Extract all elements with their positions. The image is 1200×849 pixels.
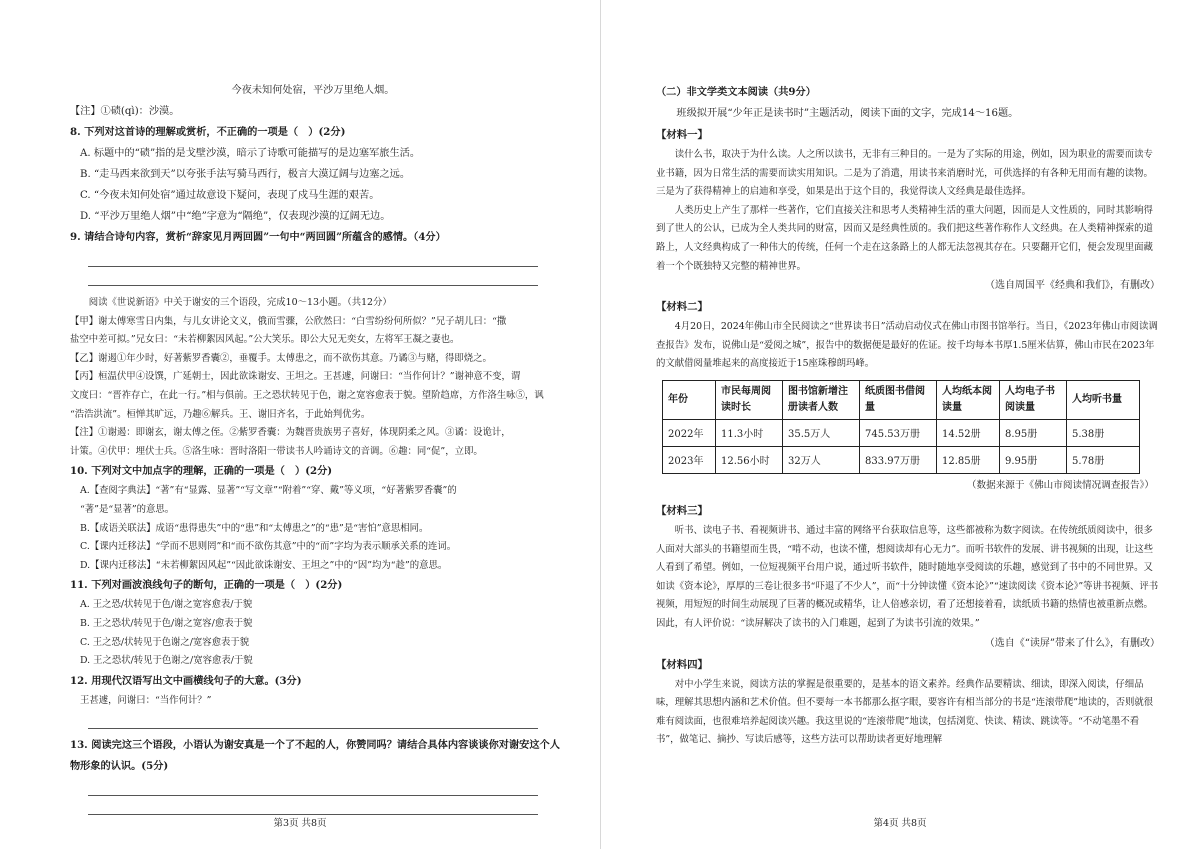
table-cell: 2022年 <box>663 419 716 446</box>
table-cell: 745.53万册 <box>860 419 937 446</box>
passage-jia: 盐空中差可拟。”兄女曰：“未若柳絮因风起。”公大笑乐。即公大兄无奕女，左将军王凝之妻也。 <box>70 334 460 346</box>
table-cell: 5.38册 <box>1067 419 1140 446</box>
material-4-para: 对中小学生来说，阅读方法的掌握是很重要的，是基本的语文素养。经典作品要精读、细读，即深入阅读，仔细品味，理解其思想内涵和艺术价值。但不要每一本书都那么抠字眼，要容许有相当部分的书是“连滚带爬”地读的，否则就很难有阅读面，也很难培养起阅读兴趣。我这里说的“连滚带爬”地读，包括浏览、快读、精读、跳读等。“不动笔墨不看书”，做笔记、摘抄、写读后感等，这些方法可以帮助读者更好地理解 <box>656 678 1154 746</box>
q10-option-c: C.【课内迁移法】“学而不思则罔”和“而不欲伤其意”中的“而”字均为表示顺承关系的连词。 <box>80 541 457 553</box>
answer-line <box>88 267 538 286</box>
question-12: 12. 用现代汉语写出文中画横线句子的大意。(3分) <box>70 674 302 687</box>
material-3-para: 听书、读电子书、看视频讲书、通过丰富的网络平台获取信息等，这些都被称为数字阅读。在传统纸质阅读中，很多人面对大部头的书籍望而生畏，“啃不动，也读不懂，想阅读却有心无力”。而听书软件的发展、讲书视频的出现，让这些人看到了希望。例如，一位短视频平台用户说，通过听书软件，随时随地享受阅读的乐趣，感觉到了书中的不同世界。又如读《资本论》，厚厚的三卷让很多书“吓退了不少人”，而“十分钟读懂《资本论》”“速读阅读《资本论》”等讲书视频、评书视频，用短短的时间生动展现了巨著的概况或精华，让人倍感亲切，看了还想接着看，读纸质书籍的热情也被重新点燃。因此，有人评价说：“读屏解决了读书的入门难题，起到了为读书引流的效果。” <box>656 524 1159 629</box>
passage-notes: 计策。④伏甲：埋伏士兵。⑤洛生咏：晋时洛阳一带读书人吟诵诗文的音调。⑥趣：同“促”，立即。 <box>70 445 483 457</box>
table-cell: 12.56小时 <box>716 446 783 473</box>
q8-option-a: A. 标题中的“碛”指的是戈壁沙漠，暗示了诗歌可能描写的是边塞军旅生活。 <box>80 148 421 159</box>
table-cell: 2023年 <box>663 446 716 473</box>
question-11: 11. 下列对画波浪线句子的断句，正确的一项是（ ）(2分) <box>70 579 343 592</box>
question-9: 9. 请结合诗句内容，赏析“辞家见月两回圆”一句中“两回圆”所蕴含的感情。（4分） <box>70 231 446 243</box>
material-3-source: （选自《“读屏”带来了什么》，有删改） <box>984 637 1160 649</box>
reading-stats-table <box>662 380 1140 474</box>
material-1-source: （选自周国平《经典和我们》，有删改） <box>985 280 1160 292</box>
passage-yi: 【乙】谢遏①年少时，好著紫罗香囊②，垂覆手。太傅患之，而不欲伤其意。乃谲③与赌，得即烧之。 <box>70 352 492 364</box>
q10-option-a: A.【查阅字典法】“著”有“显露、显著”“写文章”“附着”“穿、戴”等义项，“好著紫罗香囊”的 <box>80 485 457 497</box>
q11-option-c: C. 王之恐/状转见于色谢之/宽容愈表于貌 <box>80 636 250 648</box>
table-cell: 11.3小时 <box>716 419 783 446</box>
section-intro: 班级拟开展“少年正是读书时”主题活动，阅读下面的文字，完成14～16题。 <box>676 108 1019 119</box>
passage-jia: 【甲】谢太傅寒雪日内集，与儿女讲论文义，俄而雪骤，公欣然曰：“白雪纷纷何所似？”兄子胡儿曰：“撒 <box>70 315 507 327</box>
q8-option-d: D. “平沙万里绝人烟”中“绝”字意为“隔绝”，仅表现沙漠的辽阔无边。 <box>80 211 391 222</box>
passage-notes: 【注】①谢遏：即谢玄，谢太傅之侄。②紫罗香囊：为魏晋贵族男子喜好，体现阴柔之风。③谲：设诡计， <box>70 427 511 439</box>
q11-option-a: A. 王之恐/状转见于色/谢之宽容愈表/于貌 <box>80 599 253 611</box>
table-cell: 12.85册 <box>937 446 1000 473</box>
q10-option-a-cont: “著”是“显著”的意思。 <box>80 503 175 515</box>
material-1-para-2: 人类历史上产生了那样一些著作，它们直接关注和思考人类精神生活的重大问题，因而是人文性质的，同时其影响得到了世人的公认，已成为全人类共同的财富，因而又是经典性质的。我们把这些著作称作人文经典。在人类精神探索的道路上，人文经典构成了一种伟大的传统，任何一个走在这条路上的人都无法忽视其存在。只要翻开它们，便会发现里面藏着一个个既独特又完整的精神世界。 <box>656 204 1153 272</box>
material-2-title: 【材料二】 <box>656 301 708 314</box>
page-footer: 第4页 共8页 <box>873 818 927 829</box>
table-header: 人均听书量 <box>1067 380 1140 419</box>
table-header: 市民每周阅读时长 <box>716 380 783 419</box>
table-cell: 8.95册 <box>1000 419 1067 446</box>
table-header: 纸质图书借阅量 <box>860 380 937 419</box>
passage-bing: 文度曰：“晋祚存亡，在此一行。”相与俱前。王之恐状转见于色，谢之宽容愈表于貌。望阶趋席，方作洛生咏⑤，讽 <box>70 389 544 401</box>
answer-line <box>88 796 538 815</box>
answer-line <box>88 710 538 729</box>
material-4-title: 【材料四】 <box>656 658 708 671</box>
q12-sentence: 王甚遽，问谢曰：“当作何计？” <box>80 694 212 706</box>
table-header: 人均纸本阅读量 <box>937 380 1000 419</box>
question-8: 8. 下列对这首诗的理解或赏析，不正确的一项是（ ）(2分) <box>70 126 346 138</box>
q11-option-b: B. 王之恐状/转见于色/谢之宽容/愈表于貌 <box>80 617 253 629</box>
table-row <box>663 419 1140 446</box>
passage-bing: “浩浩洪流”。桓惮其旷远，乃趣⑥解兵。王、谢旧齐名，于此始判优劣。 <box>70 408 371 420</box>
table-header: 图书馆新增注册读者人数 <box>783 380 860 419</box>
table-cell: 32万人 <box>783 446 860 473</box>
question-13-cont: 物形象的认识。(5分) <box>70 760 169 773</box>
question-13: 13. 阅读完这三个语段，小语认为谢安真是一个了不起的人，你赞同吗？请结合具体内容谈谈你对谢安这个人 <box>70 739 560 752</box>
table-cell: 5.78册 <box>1067 446 1140 473</box>
passage-bing: 【丙】桓温伏甲④设馔，广延朝士，因此欲诛谢安、王坦之。王甚遽，问谢曰：“当作何计？”谢神意不变，谓 <box>70 371 521 383</box>
page-footer: 第3页 共8页 <box>273 818 327 829</box>
table-header-row <box>663 380 1140 419</box>
q8-option-c: C. “今夜未知何处宿”通过故意设下疑问，表现了戍马生涯的艰苦。 <box>80 190 380 201</box>
page-4 <box>600 0 1200 849</box>
material-3-title: 【材料三】 <box>656 504 708 517</box>
table-header: 年份 <box>663 380 716 419</box>
reading-intro: 阅读《世说新语》中关于谢安的三个语段，完成10～13小题。（共12分） <box>88 297 392 308</box>
question-10: 10. 下列对文中加点字的理解，正确的一项是（ ）(2分) <box>70 465 333 478</box>
material-1-title: 【材料一】 <box>656 129 708 141</box>
table-cell: 35.5万人 <box>783 419 860 446</box>
poem-line: 今夜未知何处宿，平沙万里绝人烟。 <box>231 85 395 96</box>
table-cell: 833.97万册 <box>860 446 937 473</box>
table-source-note: （数据来源于《佛山市阅读情况调查报告》） <box>966 479 1154 491</box>
answer-line <box>88 248 538 267</box>
q11-option-d: D. 王之恐状/转见于色谢之/宽容愈表/于貌 <box>80 655 253 667</box>
table-cell: 9.95册 <box>1000 446 1067 473</box>
q8-option-b: B. “走马西来欲到天”以夸张手法写骑马西行，极言大漠辽阔与边塞之远。 <box>80 169 411 180</box>
table-header: 人均电子书阅读量 <box>1000 380 1067 419</box>
table-row <box>663 446 1140 473</box>
q10-option-b: B.【成语关联法】成语“患得患失”中的“患”和“太傅患之”的“患”是“害怕”意思相同。 <box>80 522 429 534</box>
section-title: （二）非文学类文本阅读（共9分） <box>656 86 816 98</box>
answer-line <box>88 777 538 796</box>
material-1-para-1: 读什么书，取决于为什么读。人之所以读书，无非有三种目的。一是为了实际的用途，例如，因为职业的需要而读专业书籍，因为日常生活的需要而读实用知识。二是为了消遣，用读书来消磨时光，可供选择的有各种无用而有趣的读物。三是为了获得精神上的启迪和享受，如果是出于这个目的，我觉得读人文经典是最佳选择。 <box>656 149 1153 198</box>
table-cell: 14.52册 <box>937 419 1000 446</box>
q10-option-d: D.【课内迁移法】“未若柳絮因风起”“因此欲诛谢安、王坦之”中的“因”均为“趁”的意思。 <box>80 559 448 571</box>
material-2-para: 4月20日，2024年佛山市全民阅读之“世界读书日”活动启动仪式在佛山市图书馆举行。当日，《2023年佛山市阅读调查报告》发布，说佛山是“爱阅之城”，报告中的数据便是最好的佐证。按千均每本书厚1.5厘米估算，佛山市民在2023年的文献借阅量堆起来的高度接近于15座珠穆朗玛峰。 <box>656 321 1158 370</box>
poem-note: 【注】①碛(qì)：沙漠。 <box>70 106 180 117</box>
